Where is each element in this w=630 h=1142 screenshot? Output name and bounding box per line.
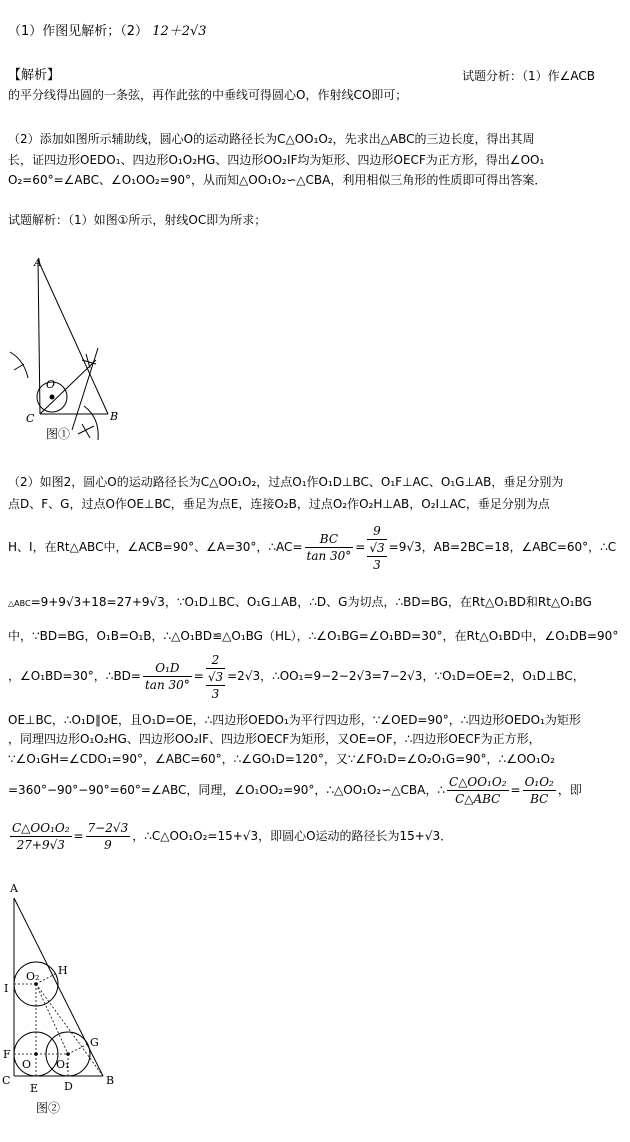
frac-c-ratio: $\frac{\text{C△OO₁O₂}}{\text{C△ABC}}$: [448, 775, 507, 806]
fig2-label-c: C: [2, 1074, 11, 1087]
frac-9-sqrt3: 9 √3 3: [369, 523, 385, 572]
figure-2: [0, 876, 140, 1136]
fig2-dot-o: [34, 1052, 38, 1056]
frac-7-sqrt3-9: $\frac{7-2√3}{9}$: [87, 821, 129, 852]
solution-part1: 试题解析：（1）如图①所示，射线OC即为所求；: [8, 213, 267, 227]
fig1-label-c: C: [26, 412, 35, 425]
fig1-label-o: O: [46, 378, 56, 391]
frac-2-sqrt3: 2 √3 3: [207, 652, 224, 701]
answer-line: [8, 22, 207, 42]
fig2-label-i: I: [4, 982, 9, 995]
fig2-dash-o2b: [36, 984, 103, 1076]
frac-c-over-perimeter: $\frac{\text{C△OO₁O₂}}{27+9√3}$: [12, 821, 70, 852]
fig1-arc-5: [78, 424, 94, 438]
sol2-line-3: H、I，在Rt△ABC中，∠ACB=90°、∠A=30°，∴AC= $\frac{BC}{\tan 30^\circ}$ = 9 √3 3 =9√3，AB=2BC=18，∠ABC=60°，∴C: [8, 523, 617, 572]
figure-1: [0, 248, 140, 448]
answer-value: 12＋2√3: [152, 24, 207, 39]
fig2-label-o: O: [22, 1058, 32, 1071]
analysis-intro: 试题分析：（1）作∠ACB: [462, 69, 596, 83]
frac-bc-tan30: $\frac{BC}{\tan 30^\circ}$: [306, 532, 352, 563]
sol2-line-11: $\frac{\text{C△OO₁O₂}}{27+9√3}$ = $\frac{7-2√3}{9}$ ，∴C△OO₁O₂=15+√3，即圆心O运动的路径长为15+√3．: [12, 821, 453, 852]
sol2-line-8: ，同理四边形O₁O₂HG、四边形OO₂IF、四边形OECF为矩形，又OE=OF，∴四边形OECF为正方形，: [8, 732, 541, 746]
sol2-line-4: △ABC=9+9√3+18=27+9√3，∵O₁D⊥BC、O₁G⊥AB，∴D、G为切点，∴BD=BG，在Rt△O₁BD和Rt△O₁BG: [8, 595, 592, 609]
fig2-label-f: F: [3, 1048, 11, 1061]
frac-o1d-tan30: $\frac{\text{O₁D}}{\tan 30^\circ}$: [144, 661, 190, 692]
fig2-dash-o2o1: [36, 984, 68, 1054]
fig1-label-b: B: [110, 410, 119, 423]
fig1-arc-3: [14, 364, 24, 370]
answer-text: （1）作图见解析；（2）: [8, 24, 149, 39]
sol2-line-1: （2）如图2，圆心O的运动路径长为C△OO₁O₂，过点O₁作O₁D⊥BC、O₁F⊥AC、O₁G⊥AB，垂足分别为: [8, 475, 564, 489]
fig1-label-a: A: [34, 256, 42, 269]
fig1-arc-2: [84, 406, 98, 440]
sol2-line-9: ∵∠O₁GH=∠CDO₁=90°，∠ABC=60°，∴∠GO₁D=120°，又∵∠FO₁D=∠O₂O₁G=90°，∴∠OO₁O₂: [8, 752, 555, 766]
fig2-label-g: G: [90, 1036, 99, 1049]
fig2-label-d: D: [64, 1080, 73, 1093]
fig2-label-o2: O₂: [26, 970, 40, 983]
sol2-line-10: =360°−90°−90°=60°=∠ABC，同理，∠O₁OO₂=90°，∴△OO₁O₂∽△CBA，∴ $\frac{\text{C△OO₁O₂}}{\text{C△ABC}}$ = $\frac{\text{O₁O₂}}{BC}$ ，即: [8, 775, 582, 806]
analysis-para2-b: 长，证四边形OEDO₁、四边形O₁O₂HG、四边形OO₂IF均为矩形、四边形OECF为正方形，得出∠OO₁: [8, 153, 545, 167]
fig2-label-o1: O₁: [56, 1058, 70, 1071]
fig2-label-b: B: [106, 1074, 115, 1087]
fig2-label-e: E: [30, 1082, 39, 1095]
fig2-label-h: H: [58, 964, 68, 977]
fig2-dot-o1: [66, 1052, 70, 1056]
sol2-line-5: 中，∵BD=BG，O₁B=O₁B，∴△O₁BD≌△O₁BG（HL），∴∠O₁BG=∠O₁BD=30°，在Rt△O₁BD中，∠O₁DB=90°: [8, 629, 619, 643]
fig2-dash-o1g: [68, 1044, 88, 1054]
fig1-center-dot: [50, 395, 55, 400]
fig2-label-a: A: [10, 882, 18, 895]
sol2-line-7: OE⊥BC，∴O₁D∥OE，且O₁D=OE，∴四边形OEDO₁为平行四边形，∵∠OED=90°，∴四边形OEDO₁为矩形: [8, 713, 581, 727]
analysis-heading: 【解析】: [8, 68, 61, 83]
fig1-caption: 图①: [46, 427, 71, 441]
frac-o1o2-bc: $\frac{\text{O₁O₂}}{BC}$: [524, 775, 554, 806]
analysis-para2-c: O₂=60°=∠ABC、∠O₁OO₂=90°，从而知△OO₁O₂∽△CBA，利用相似三角形的性质即可得出答案．: [8, 173, 547, 187]
sol2-line-6: ，∠O₁BD=30°，∴BD= $\frac{\text{O₁D}}{\tan 30^\circ}$ = 2 √3 3 =2√3，∴OO₁=9−2−2√3=7−2√3，∵O₁D=OE=2，O₁D⊥BC，: [8, 652, 585, 701]
fig1-arc-1: [10, 352, 28, 378]
fig2-caption: 图②: [36, 1101, 61, 1115]
sol2-line-2: 点D、F、G，过点O作OE⊥BC，垂足为点E，连接O₂B，过点O₂作O₂H⊥AB，O₂I⊥AC，垂足分别为点: [8, 497, 550, 511]
analysis-line-2: 的平分线得出圆的一条弦，再作此弦的中垂线可得圆心O，作射线CO即可；: [8, 88, 408, 102]
analysis-para2-a: （2）添加如图所示辅助线，圆心O的运动路径长为C△OO₁O₂，先求出△ABC的三边长度，得出其周: [8, 132, 535, 146]
